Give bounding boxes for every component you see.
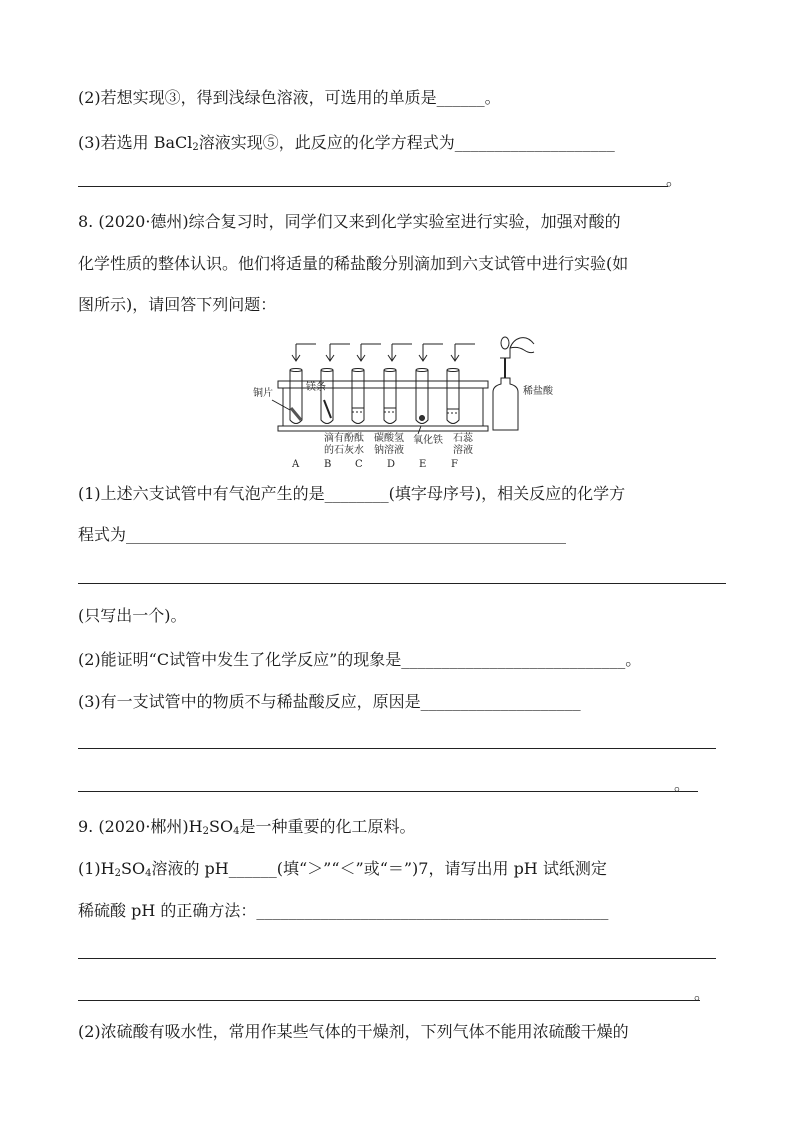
q7-part3-text-b: 溶液实现⑤，此反应的化学方程式为____________________	[198, 133, 615, 152]
label-leaders	[272, 400, 421, 434]
q7-answer-line[interactable]	[78, 186, 668, 187]
q8-intro-line3: 图所示)，请回答下列问题：	[78, 295, 277, 314]
q8-part3-end: 。	[674, 775, 691, 794]
q9-intro-sub1: 2	[202, 826, 209, 837]
q8-intro-line2: 化学性质的整体认识。他们将适量的稀盐酸分别滴加到六支试管中进行实验(如	[78, 254, 629, 273]
label-f-2: 溶液	[453, 445, 473, 456]
q8-part2: (2)能证明“C试管中发生了化学反应”的现象是____________________________。	[78, 650, 642, 669]
label-d-1: 碳酸氢	[374, 433, 404, 444]
tube-letter-f: F	[451, 459, 458, 470]
q9-part1-answer-line2[interactable]	[78, 1000, 700, 1001]
label-c-2: 的石灰水	[324, 445, 364, 456]
q9-intro-a: 9. (2020·郴州)H	[78, 817, 203, 836]
experiment-figure	[248, 330, 553, 475]
q9-part2: (2)浓硫酸有吸水性，常用作某些气体的干燥剂，下列气体不能用浓硫酸干燥的	[78, 1022, 629, 1041]
label-acid: 稀盐酸	[523, 386, 553, 397]
tube-letter-a: A	[292, 459, 300, 470]
label-d-2: 钠溶液	[374, 445, 404, 456]
tube-letter-b: B	[324, 459, 332, 470]
q9-intro-b: SO	[208, 817, 234, 836]
acid-bottle	[493, 337, 534, 430]
q7-part3	[78, 133, 615, 153]
q9-intro	[78, 817, 415, 837]
label-f-1: 石蕊	[453, 433, 473, 444]
q8-part3-answer-line1[interactable]	[78, 748, 716, 749]
q9-part1-sub2: 4	[145, 868, 152, 879]
q9-part1-a: (1)H	[78, 859, 115, 878]
q8-intro-line1: 8. (2020·德州)综合复习时，同学们又来到化学实验室进行实验，加强对酸的	[78, 212, 621, 231]
tube-contents	[291, 400, 459, 421]
q9-part1-sub1: 2	[114, 868, 121, 879]
q9-part1-line2: 稀硫酸 pH 的正确方法：____________________________________________	[78, 901, 609, 920]
q8-part1-answer-line[interactable]	[78, 583, 726, 584]
label-c-1: 滴有酚酞	[324, 433, 364, 444]
q8-part3: (3)有一支试管中的物质不与稀盐酸反应，原因是____________________	[78, 692, 581, 711]
test-tubes	[290, 369, 459, 424]
q8-part1-note: (只写出一个)。	[78, 606, 187, 625]
q8-part1-line2: 程式为_______________________________________________________	[78, 525, 567, 544]
dropper-arrows	[292, 344, 475, 361]
label-e: 氧化铁	[413, 435, 443, 446]
q7-part3-text-a: (3)若选用 BaCl	[78, 133, 193, 152]
q8-part3-answer-line2[interactable]	[78, 791, 698, 792]
tube-letter-e: E	[419, 459, 427, 470]
q9-intro-sub2: 4	[233, 826, 240, 837]
q9-part1-b: SO	[121, 859, 146, 878]
q7-part3-subscript: 2	[192, 142, 199, 153]
q9-part1-end: 。	[694, 984, 711, 1003]
tube-letter-c: C	[355, 459, 363, 470]
label-magnesium: 镁条	[306, 382, 326, 393]
tube-letter-d: D	[387, 459, 396, 470]
label-copper-1: 铜片	[253, 388, 273, 399]
q8-part1-line1: (1)上述六支试管中有气泡产生的是________(填字母序号)，相关反应的化学方	[78, 484, 626, 503]
q7-part2: (2)若想实现③，得到浅绿色溶液，可选用的单质是______。	[78, 88, 501, 107]
q9-intro-c: 是一种重要的化工原料。	[239, 817, 416, 836]
q9-part1-c: 溶液的 pH______(填“＞”“＜”或“＝”)7，请写出用 pH 试纸测定	[151, 859, 607, 878]
q7-answer-end: 。	[666, 170, 683, 189]
q9-part1-line1	[78, 859, 607, 879]
q9-part1-answer-line1[interactable]	[78, 958, 716, 959]
